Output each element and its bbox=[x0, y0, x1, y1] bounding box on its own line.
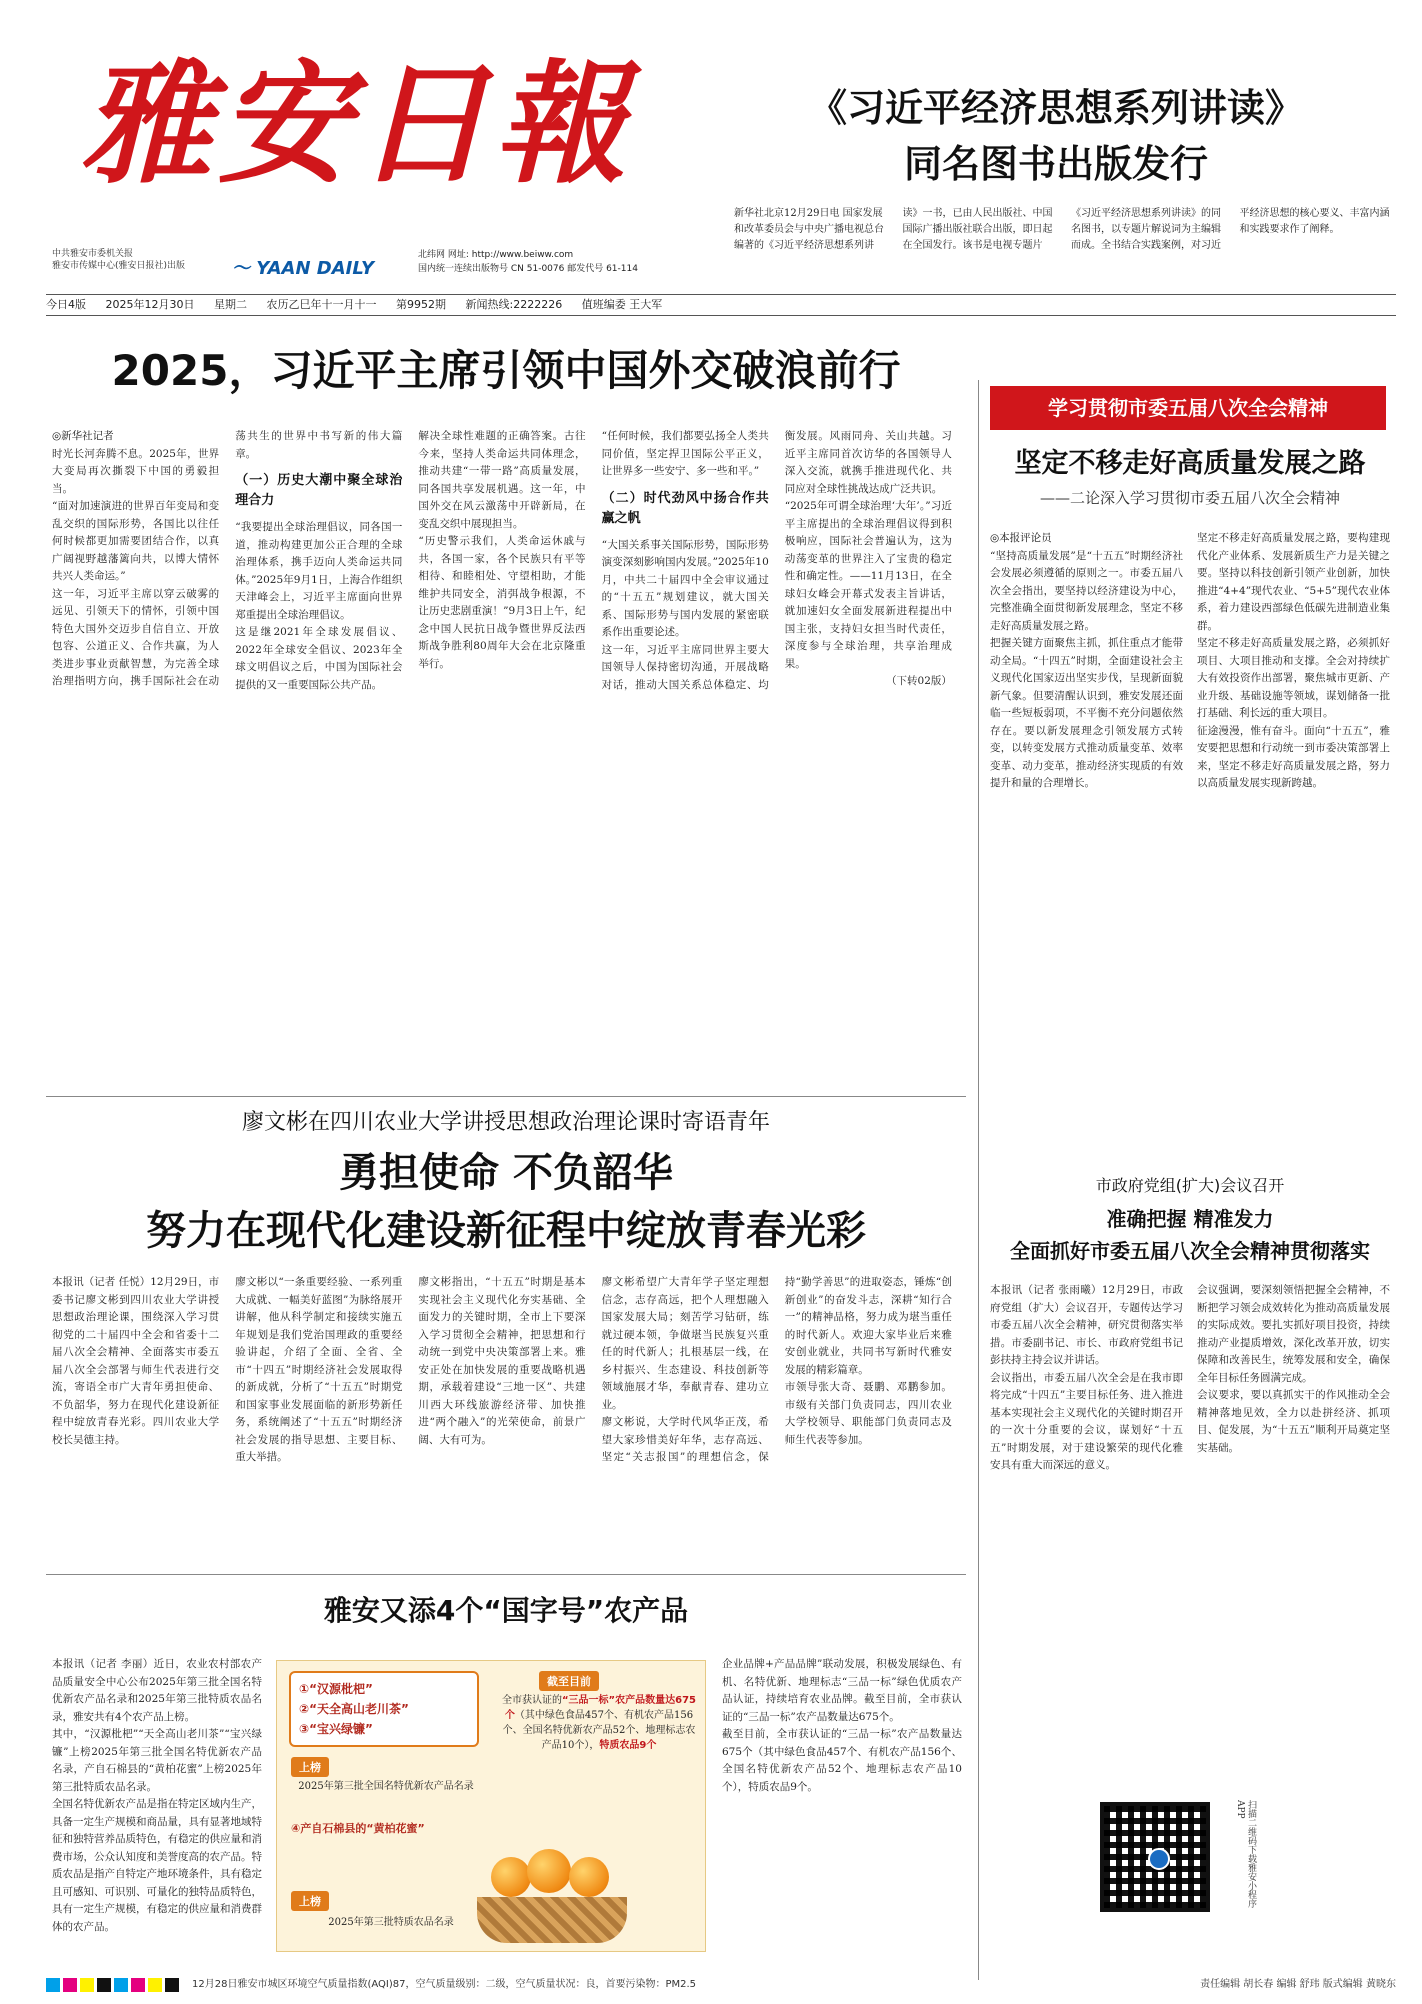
commentary-paragraph: 坚定不移走好高质量发展之路，要构建现代化产业体系、发展新质生产力是关键之要。坚持以科技创新引领产业创新，加快推进“4+4”现代农业、“5+5”现代农业体系，着力建设西部绿色低碳先进制造业集群。 bbox=[1197, 532, 1390, 632]
qr-caption: 扫描二维码下载雅安小程序APP bbox=[1235, 1800, 1256, 1908]
loquat-icon bbox=[491, 1857, 531, 1897]
meeting-paragraph: 本报讯（记者 张雨曦）12月29日，市政府党组（扩大）会议召开，专题传达学习市委五届八次全会精神，研究贯彻落实举措。市委副书记、市长、市政府党组书记彭扶持主持会议并讲话。 bbox=[990, 1284, 1183, 1366]
main-subhead-2: （二）时代劲风中扬合作共赢之帆 bbox=[601, 490, 769, 526]
footer-weather: 12月28日雅安市城区环境空气质量指数(AQI)87，空气质量级别：二级，空气质量状况：良，首要污染物：PM2.5 bbox=[192, 1979, 697, 1990]
wave-icon: 〜 bbox=[232, 258, 250, 279]
story2-title-2[interactable]: 努力在现代化建设新征程中绽放青春光彩 bbox=[146, 1208, 866, 1254]
infographic-stats-highlight: “三品一标”农产品数量达675个 bbox=[504, 1695, 697, 1721]
infographic-item: ③“宝兴绿镰” bbox=[299, 1722, 373, 1736]
story2-paragraph: 廖文彬说，大学时代风华正茂，希望大家珍惜美好年华，志存高远、坚定“关志报国”的理想信念，保持“勤学善思”的进取姿态，锤炼“创新创业”的奋发斗志，深耕“知行合一”的精神品格，努力成为堪当重任的时代新人。欢迎大家毕业后来雅安创业就业，共同书写新时代雅安发展的精彩篇章。 bbox=[601, 1276, 952, 1463]
loquat-icon bbox=[527, 1849, 571, 1893]
story2-paragraph: 本报讯（记者 任悦）12月29日，市委书记廖文彬到四川农业大学讲授思想政治理论课，围绕深入学习贯彻党的二十届四中全会和省委十二届八次全会精神、全面落实市委五届八次全会部署与师生代表进行交流，寄语全市广大青年勇担使命、不负韶华，努力在现代化建设新征程中绽放青春光彩。四川农业大学校长吴德主持。 bbox=[52, 1276, 220, 1446]
infographic-tag: 上榜 bbox=[291, 1891, 329, 1911]
story2-body bbox=[52, 1274, 952, 1574]
infographic-list-caption: 2025年第三批全国名特优新农产品名录 bbox=[298, 1781, 474, 1792]
meeting-kicker: 市政府党组(扩大)会议召开 bbox=[1095, 1176, 1285, 1195]
story3-paragraph: 截至目前，全市获认证的“三品一标”农产品数量达675个（其中绿色食品457个、有机农产品156个、全国名特优新农产品52个、地理标志农产品10个），特质农品9个。 bbox=[722, 1728, 962, 1793]
story2-kicker: 廖文彬在四川农业大学讲授思想政治理论课时寄语青年 bbox=[241, 1110, 770, 1135]
infographic-stats-pre: 全市获认证的 bbox=[501, 1695, 562, 1706]
color-swatch bbox=[165, 1978, 179, 1992]
main-paragraph: 这一年，习近平主席以穿云破雾的远见、引领天下的情怀，引领中国特色大国外交迈步自信自立、开放包容、公道正义、合作共赢，为人类进步事业贡献智慧，为完善全球治理指明方向，携手国际社会在动荡共生的世界中书写新的伟大篇章。 bbox=[52, 430, 403, 687]
infographic-stats-highlight: 特质农品9个 bbox=[599, 1740, 657, 1751]
story2-paragraph: 廖文彬以“一条重要经验、一系列重大成就、一幅美好蓝图”为脉络展开讲解，他从科学制定和接续实施五年规划是我们党治国理政的重要经验讲起，介绍了全面、全省、全市“十四五”时期经济社会发展取得的新成就，分析了“十五五”时期党和国家事业发展面临的新形势新任务，系统阐述了“十五五”时期经济社会发展的指导思想、主要目标、重大举措。 bbox=[235, 1276, 403, 1463]
meeting-paragraph: 会议强调，要深刻领悟把握全会精神，不断把学习领会成效转化为推动高质量发展的实际成效。要扎实抓好项目投资，持续推动产业提质增效，深化改革开放，切实保障和改善民生，统筹发展和安全，确保全年目标任务圆满完成。 bbox=[1197, 1284, 1390, 1384]
commentary-body bbox=[990, 530, 1390, 1130]
main-headline[interactable]: 2025，习近平主席引领中国外交破浪前行 bbox=[111, 346, 901, 395]
masthead-logo-text: YAAN DAILY bbox=[256, 258, 375, 279]
infographic-stats bbox=[501, 1693, 697, 1753]
main-paragraph: “面对加速演进的世界百年变局和变乱交织的国际形势，各国比以往任何时候都更加需要团结合作，以真广阔视野越藩篱向共，以博大情怀共兴人类命运。” bbox=[52, 500, 220, 582]
masthead-logo-en bbox=[232, 254, 374, 280]
main-paragraph: 这是继2021年全球发展倡议、2022年全球安全倡议、2023年全球文明倡议之后，中国为国际社会提供的又一重要国际公共产品。 bbox=[235, 626, 403, 691]
commentary-paragraph: 把握关键方面聚焦主抓，抓住重点才能带动全局。“十四五”时期，全面建设社会主义现代化国家迈出坚实步伐，呈现新面貌新气象。但要清醒认识到，雅安发展还面临一些短板弱项，不平衡不充分问题依然存在。要以新发展理念引领发展方式转变，以转变发展方式推动质量变革、效率变革、动力变革，推动经济实现质的有效提升和量的合理增长。 bbox=[990, 637, 1183, 789]
story3-paragraph: 本报讯（记者 李丽）近日，农业农村部农产品质量安全中心公布2025年第三批全国名特优新农产品名录和2025年第三批特质农品名录，雅安共有4个农产品上榜。 bbox=[52, 1658, 262, 1723]
dateline-date: 2025年12月30日 bbox=[105, 298, 195, 311]
main-paragraph: “任何时候，我们都要弘扬全人类共同价值，坚定捍卫国际公平正义，让世界多一些安宁、多一些和平。” bbox=[601, 430, 769, 477]
masthead-registration: 国内统一连续出版物号 CN 51-0076 邮发代号 61-114 bbox=[418, 264, 638, 274]
main-byline: ◎新华社记者 bbox=[52, 430, 114, 442]
main-paragraph: 时光长河奔腾不息。2025年，世界大变局再次撕裂下中国的勇毅担当。 bbox=[52, 447, 220, 495]
masthead-org-line: 雅安市传媒中心(雅安日报社)出版 bbox=[52, 261, 186, 271]
headnews-title[interactable] bbox=[736, 80, 1376, 192]
story2-paragraph: 市领导张大奇、聂鹏、邓鹏参加。市级有关部门负责同志，四川农业大学校领导、职能部门负责同志及师生代表等参加。 bbox=[784, 1381, 952, 1446]
color-swatch bbox=[114, 1978, 128, 1992]
story2-title-1[interactable]: 勇担使命 不负韶华 bbox=[339, 1150, 673, 1196]
story3-paragraph: 其中，“汉源枇杷”“天全高山老川茶”“宝兴绿镰”上榜2025年第三批全国名特优新农产品名录，产自石棉县的“黄柏花蜜”上榜2025年第三批特质农品名录。 bbox=[52, 1728, 262, 1793]
color-swatch bbox=[80, 1978, 94, 1992]
main-story-body bbox=[52, 428, 952, 1088]
meeting-title-2[interactable]: 全面抓好市委五届八次全会精神贯彻落实 bbox=[1010, 1239, 1370, 1263]
infographic-tag: 上榜 bbox=[291, 1757, 329, 1777]
color-swatch bbox=[63, 1978, 77, 1992]
masthead-org bbox=[52, 248, 212, 272]
story3-paragraph: 全国名特优新农产品是指在特定区域内生产，具备一定生产规模和商品量，具有显著地域特征和独特营养品质特色，有稳定的供应量和消费市场，公众认知度和美誉度高的农产品。特质农品是指产自特定产地环境条件，具有稳定且可感知、可识别、可量化的独特品质特色，具有一定生产规模，有稳定的供应量和消费群体的农产品。 bbox=[52, 1798, 262, 1933]
headnews-title-line2: 同名图书出版发行 bbox=[903, 142, 1208, 186]
commentary-subtitle: ——二论深入学习贯彻市委五届八次全会精神 bbox=[1039, 489, 1340, 507]
infographic-stats-mid: （其中绿色食品457个、有机农产品156个、全国名特优新农产品52个、地理标志农产品10个）， bbox=[502, 1710, 696, 1751]
main-paragraph: 这一年，习近平主席同世界主要大国领导人保持密切沟通，开展战略对话，推动大国关系总体稳定、均衡发展。风雨同舟、关山共越。习近平主席同首次访华的各国领导人深入交流，就携手推进现代化、共同应对全球性挑战达成广泛共识。 bbox=[601, 430, 952, 691]
page-footer bbox=[46, 1974, 1396, 1996]
main-paragraph: “大国关系事关国际形势，国际形势演变深刻影响国内发展。”2025年10月，中共二十届四中全会审议通过的“十五五”规划建议，就大国关系、国际形势与国内发展的紧密联系作出重要论述。 bbox=[601, 538, 769, 638]
infographic-tag: 截至目前 bbox=[539, 1671, 599, 1691]
continued-link[interactable]: （下转02版） bbox=[886, 675, 952, 687]
story3-body-left bbox=[52, 1656, 262, 1956]
basket-icon bbox=[477, 1897, 627, 1943]
masthead-org-line: 中共雅安市委机关报 bbox=[52, 249, 134, 259]
story2-paragraph: 廖文彬指出，“十五五”时期是基本实现社会主义现代化夯实基础、全面发力的关键时期，全市上下要深入学习贯彻全会精神，把思想和行动统一到党中央决策部署上来。雅安正处在加快发展的重要战略机遇期，承载着建设“三地一区”、共建川西大环线旅游经济带、加快推进“两个融入”的光荣使命，前景广阔、大有可为。 bbox=[418, 1276, 586, 1446]
headnews-title-line1: 《习近平经济思想系列讲读》 bbox=[808, 86, 1303, 130]
meeting-paragraph: 会议指出，市委五届八次全会是在我市即将完成“十四五”主要目标任务、进入推进基本实现社会主义现代化的关键时期召开的一次十分重要的会议，谋划好“十五五”时期发展，对于建设繁荣的现代化雅安具有重大而深远的意义。 bbox=[990, 1371, 1183, 1471]
commentary-title[interactable]: 坚定不移走好高质量发展之路 bbox=[1014, 448, 1366, 479]
masthead-info bbox=[418, 248, 678, 276]
app-badge-icon bbox=[1148, 1848, 1170, 1870]
masthead-title: 雅安日報 bbox=[80, 47, 632, 202]
infographic-item: ①“汉源枇杷” bbox=[299, 1682, 373, 1696]
masthead-website[interactable]: 北纬网 网址: http://www.beiww.com bbox=[418, 250, 574, 260]
color-swatch bbox=[46, 1978, 60, 1992]
commentary-paragraph: “坚持高质量发展”是“十五五”时期经济社会发展必须遵循的原则之一。市委五届八次全会指出，要坚持以经济建设为中心，完整准确全面贯彻新发展理念，坚定不移走好高质量发展之路。 bbox=[990, 549, 1183, 632]
meeting-title-1[interactable]: 准确把握 精准发力 bbox=[1106, 1207, 1274, 1231]
color-swatch bbox=[97, 1978, 111, 1992]
agri-infographic bbox=[276, 1660, 706, 1952]
main-paragraph: “2025年可谓全球治理‘大年’。”习近平主席提出的全球治理倡议得到积极响应，国际社会普遍认为，这为动荡变革的世界注入了宝贵的稳定性和确定性。——11月13日，在全球妇女峰会开幕式发表主旨讲话，就加速妇女全面发展新进程提出中国主张，支持妇女担当时代责任，深度参与全球治理，共享治理成果。 bbox=[784, 500, 952, 670]
infographic-item4: ④产自石棉县的“黄柏花蜜” bbox=[291, 1822, 425, 1835]
main-subhead-1: （一）历史大潮中聚全球治理合力 bbox=[235, 473, 403, 508]
section-banner: 学习贯彻市委五届八次全会精神 bbox=[990, 386, 1386, 430]
dateline-issue: 第9952期 bbox=[396, 298, 446, 311]
dateline-edition: 今日4版 bbox=[46, 298, 86, 311]
commentary-paragraph: 征途漫漫，惟有奋斗。面向“十五五”，雅安要把思想和行动统一到市委决策部署上来，坚定不移走好高质量发展之路，努力以高质量发展实现新跨越。 bbox=[1197, 724, 1390, 789]
footer-editors: 责任编辑 胡长春 编辑 舒玮 版式编辑 黄晓东 bbox=[1200, 1979, 1396, 1990]
meeting-body bbox=[990, 1282, 1390, 1742]
commentary-byline: ◎本报评论员 bbox=[990, 532, 1052, 544]
infographic-bottom-caption: 2025年第三批特质农品名录 bbox=[328, 1917, 454, 1928]
color-swatch bbox=[131, 1978, 145, 1992]
dateline-hotline: 新闻热线:2222226 bbox=[465, 298, 563, 311]
story3-paragraph: 企业品牌+产品品牌”联动发展，积极发展绿色、有机、名特优新、地理标志“三品一标”绿色优质农产品认证，持续培育农业品牌。截至目前，全市获认证的“三品一标”农产品数量达675个。 bbox=[722, 1658, 962, 1723]
main-paragraph: “历史警示我们，人类命运休戚与共，各国一家，各个民族只有平等相待、和睦相处、守望相助，才能维护共同安全，消弭战争根源，不让历史悲剧重演！”9月3日上午，纪念中国人民抗日战争暨世界反法西斯战争胜利80周年大会在北京隆重举行。 bbox=[418, 535, 586, 670]
meeting-paragraph: 会议要求，要以真抓实干的作风推动全会精神落地见效，全力以赴拼经济、抓项目、促发展，为“十五五”顺利开局奠定坚实基础。 bbox=[1197, 1389, 1390, 1454]
print-color-bar bbox=[46, 1978, 182, 1992]
infographic-item: ②“天全高山老川茶” bbox=[299, 1702, 409, 1716]
headnews-body: 新华社北京12月29日电 国家发展和改革委员会与中央广播电视总台编著的《习近平经济思想系列讲读》一书，已由人民出版社、中国国际广播出版社联合出版，即日起在全国发行。该书是电视专题片《习近平经济思想系列讲读》的同名图书，以专题片解说词为主编辑而成。全书结合实践案例，对习近平经济思想的核心要义、丰富内涵和实践要求作了阐释。 bbox=[734, 208, 1390, 251]
story3-title[interactable]: 雅安又添4个“国字号”农产品 bbox=[323, 1594, 689, 1627]
section-divider bbox=[46, 1574, 966, 1575]
dateline bbox=[46, 294, 1396, 316]
story3-body-right bbox=[722, 1656, 962, 1956]
loquat-icon bbox=[569, 1857, 609, 1897]
section-divider bbox=[46, 1096, 966, 1097]
color-swatch bbox=[148, 1978, 162, 1992]
dateline-weekday: 星期二 bbox=[214, 298, 247, 311]
column-divider bbox=[978, 380, 979, 1980]
story2-paragraph: 廖文彬希望广大青年学子坚定理想信念，志存高远，把个人理想融入国家发展大局；刻苦学习钻研，练就过硬本领，争做堪当民族复兴重任的时代新人；扎根基层一线，在乡村振兴、生态建设、科技创新等领域施展才华，奉献青春、建功立业。 bbox=[601, 1276, 769, 1411]
commentary-paragraph: 坚定不移走好高质量发展之路，必须抓好项目、大项目推动和支撑。全会对持续扩大有效投资作出部署，聚焦城市更新、产业升级、基础设施等领域，谋划储备一批打基础、利长远的重大项目。 bbox=[1197, 637, 1390, 719]
main-paragraph: 解决全球性难题的正确答案。古往今来，坚持人类命运共同体理念，推动共建“一带一路”高质量发展，同各国共享发展机遇。这一年，中国外交在风云激荡中开辟新局，在变乱交织中展现担当。 bbox=[418, 430, 586, 530]
infographic-product-list bbox=[289, 1671, 479, 1747]
dateline-editor: 值班编委 王大军 bbox=[581, 298, 663, 311]
main-paragraph: “我要提出全球治理倡议，同各国一道，推动构建更加公正合理的全球治理体系，携手迈向人类命运共同体。”2025年9月1日，上海合作组织天津峰会上，习近平主席面向世界郑重提出全球治理倡议。 bbox=[235, 521, 403, 621]
dateline-lunar: 农历乙巳年十一月十一 bbox=[266, 298, 377, 311]
